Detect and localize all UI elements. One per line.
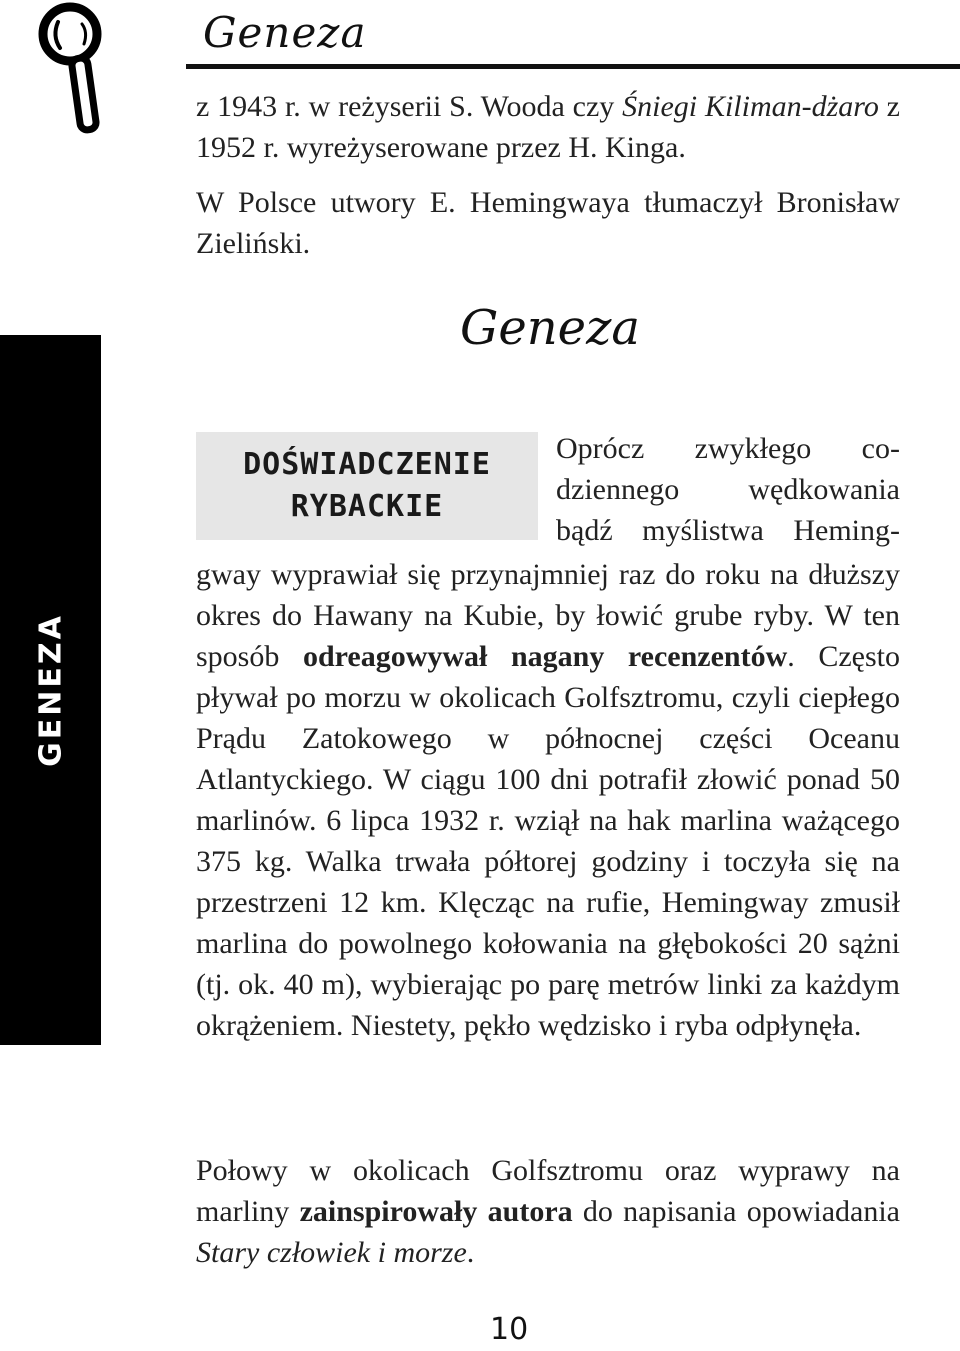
wrapped-text-column <box>556 428 900 551</box>
intro-text <box>196 86 900 264</box>
intro-p1-rest: z 1952 r. wyreżyserowane przez H. Kinga. <box>196 90 900 164</box>
highlight-box <box>196 432 538 540</box>
closing-start: Połowy w okolicach Golfsztromu oraz wyprawy na marliny <box>196 1154 900 1228</box>
section-body <box>196 554 900 1046</box>
box-line-2: RYBACKIE <box>290 489 444 524</box>
closing-bold: zainspirowały autora <box>299 1195 573 1228</box>
closing-paragraph <box>196 1150 900 1273</box>
section-paragraph <box>196 554 900 1046</box>
closing-end: . <box>466 1236 475 1269</box>
intro-paragraph-2: W Polsce utwory E. Hemingwaya tłumaczył Bronisław Zieliński. <box>196 186 900 260</box>
closing-mid: do napisania opowiadania <box>572 1195 901 1228</box>
header-title: Geneza <box>203 8 367 57</box>
section-title: Geneza <box>460 300 640 356</box>
side-tab <box>0 335 101 1045</box>
page-number: 10 <box>490 1312 529 1347</box>
intro-p1-title: Śniegi Kiliman-dżaro <box>622 90 879 123</box>
body-end: . Często pływał po morzu w okolicach Golfsztromu, czyli ciepłego Prądu Zatokowego w północnej części Oceanu Atlantyckiego. W ciągu 100 dni potrafił złowić ponad 50 marlinów. 6 lipca 1932 r. wziął na hak marlina ważącego 375 kg. Walka trwała półtorej godziny i toczyła się na przestrzeni 12 km. Klęcząc na rufie, Hemingway zmusił marlina do powolnego kołowania na głębokości 20 sążni (tj. ok. 40 m), wybierając po parę metrów linki za każdym okrążeniem. Niestety, pękło wędzisko i ryba odpłynęła. <box>196 640 901 1042</box>
intro-paragraph-1 <box>196 86 900 168</box>
wrap-line-1: Oprócz zwykłego co- <box>556 432 900 465</box>
wrap-line-2: dziennego wędkowania <box>556 473 900 506</box>
body-start: gway wyprawiał się przynajmniej raz do roku na dłuższy okres do Hawany na Kubie, by łowić grube ryby. W ten sposób <box>196 558 900 673</box>
intro-p1-text: z 1943 r. w reżyserii S. Wooda czy <box>196 90 623 123</box>
closing-text <box>196 1150 900 1273</box>
side-tab-label: GENEZA <box>33 613 68 767</box>
magnifying-glass-icon <box>38 2 110 138</box>
header-divider <box>186 64 960 69</box>
closing-title: Stary człowiek i morze <box>196 1236 467 1269</box>
wrap-line-3: bądź myślistwa Heming- <box>556 514 900 547</box>
body-bold: odreagowywał nagany recenzentów <box>302 640 788 673</box>
box-line-1: DOŚWIADCZENIE <box>243 447 491 482</box>
